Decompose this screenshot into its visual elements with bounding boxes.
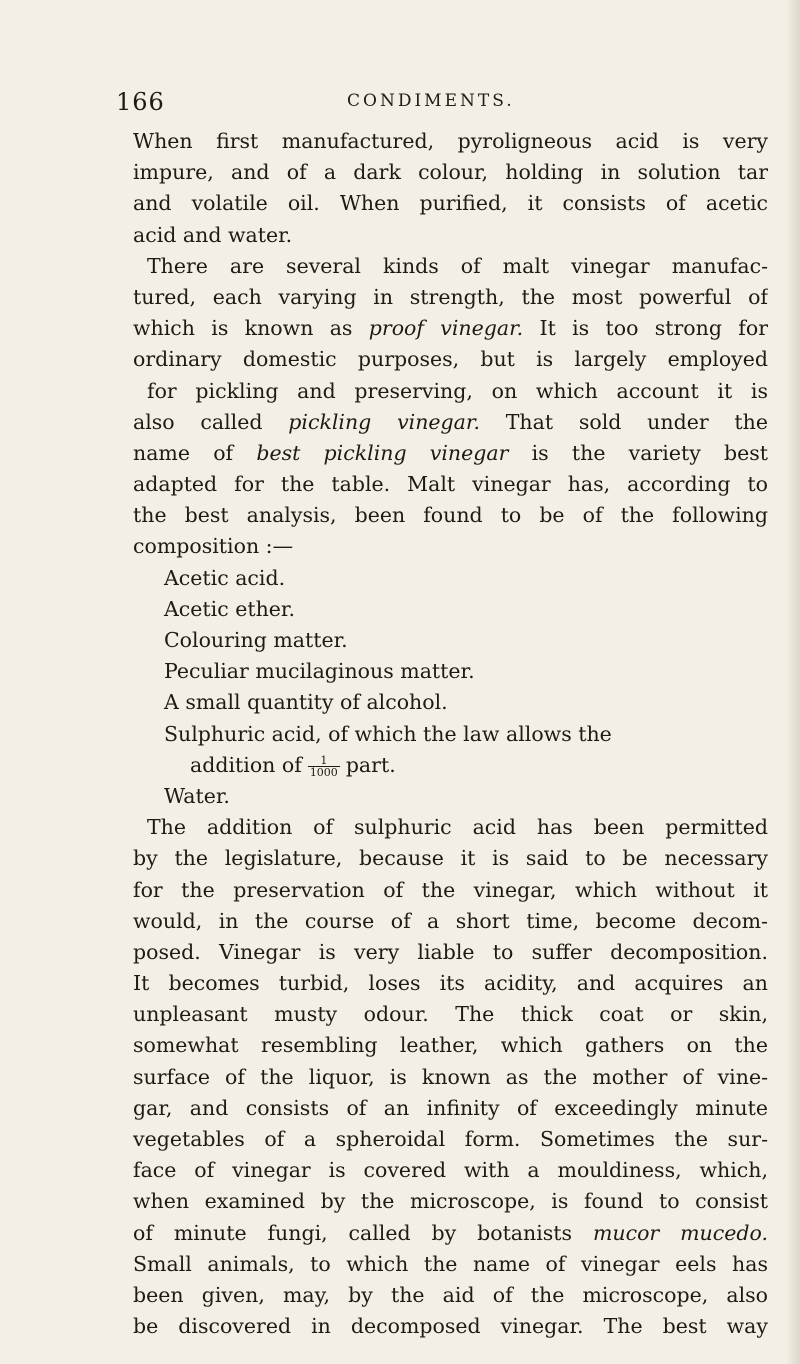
text-line: Small animals, to which the name of vinegar eels has	[133, 1251, 768, 1276]
italic-term: mucor mucedo.	[592, 1220, 768, 1245]
text-span: which is known as	[133, 316, 369, 341]
text-line: It becomes turbid, loses its acidity, and acquires an	[133, 971, 768, 996]
text-line	[133, 438, 768, 469]
text-span: addition of	[190, 752, 302, 777]
text-line: composition :—	[133, 534, 294, 559]
running-head: CONDIMENTS.	[347, 91, 515, 111]
text-span: of minute fungi, called by botanists	[133, 1220, 593, 1245]
text-line: the best analysis, been found to be of the following	[133, 503, 768, 528]
text-line: unpleasant musty odour. The thick coat or skin,	[133, 1002, 768, 1027]
italic-term: proof vinegar.	[368, 316, 524, 341]
text-line: been given, may, by the aid of the microscope, also	[133, 1282, 768, 1307]
text-line: face of vinegar is covered with a mouldiness, which,	[133, 1158, 768, 1183]
composition-item: A small quantity of alcohol.	[164, 690, 448, 715]
body-text	[133, 126, 768, 1342]
text-line: be discovered in decomposed vinegar. The best way	[133, 1314, 768, 1339]
text-line	[133, 1218, 768, 1249]
text-span: name of	[133, 440, 257, 465]
text-line: somewhat resembling leather, which gathers on the	[133, 1033, 768, 1058]
text-line: vegetables of a spheroidal form. Sometimes the sur-	[133, 1127, 768, 1151]
page-edge-shadow	[786, 0, 800, 1364]
text-line: gar, and consists of an infinity of exceedingly minute	[133, 1095, 768, 1120]
page-header	[0, 88, 800, 118]
text-line: and volatile oil. When purified, it consists of acetic	[133, 191, 768, 216]
fraction-numerator: 1	[308, 755, 340, 767]
text-line: ordinary domestic purposes, but is largely employed	[133, 347, 768, 372]
composition-item: Acetic ether.	[164, 596, 295, 621]
text-span: also called	[133, 409, 289, 434]
text-span: That sold under the	[479, 409, 768, 434]
italic-term: best pickling vinegar	[256, 440, 509, 465]
text-line: impure, and of a dark colour, holding in solution tar	[133, 160, 768, 185]
composition-item-continued	[133, 750, 768, 781]
text-line: when examined by the microscope, is found to consist	[133, 1189, 768, 1214]
composition-item: Sulphuric acid, of which the law allows the	[164, 721, 612, 746]
page-number: 166	[116, 88, 165, 116]
text-line: surface of the liquor, is known as the mother of vine-	[133, 1064, 768, 1089]
italic-term: pickling vinegar.	[288, 409, 480, 434]
text-line: posed. Vinegar is very liable to suffer decomposition.	[133, 939, 768, 964]
text-line: by the legislature, because it is said to be necessary	[133, 846, 768, 871]
text-line	[133, 407, 768, 438]
text-line: When first manufactured, pyroligneous acid is very	[133, 129, 768, 153]
text-line: would, in the course of a short time, become decom-	[133, 908, 768, 933]
text-line: There are several kinds of malt vinegar manufac-	[147, 253, 768, 278]
text-span: part.	[345, 752, 396, 777]
text-line: acid and water.	[133, 222, 293, 247]
text-line: tured, each varying in strength, the most powerful of	[133, 284, 768, 309]
composition-item: Acetic acid.	[164, 565, 286, 590]
text-line: The addition of sulphuric acid has been permitted	[147, 815, 768, 840]
fraction	[308, 755, 340, 778]
text-line: for pickling and preserving, on which account it is	[147, 378, 768, 403]
text-span: is the variety best	[508, 440, 768, 465]
composition-item: Water.	[164, 783, 230, 808]
text-span: It is too strong for	[523, 316, 768, 341]
text-line: for the preservation of the vinegar, which without it	[133, 877, 768, 902]
composition-item: Colouring matter.	[164, 628, 348, 652]
composition-item: Peculiar mucilaginous matter.	[164, 659, 475, 684]
text-line	[133, 313, 768, 344]
text-line: adapted for the table. Malt vinegar has, according to	[133, 472, 768, 497]
fraction-denominator: 1000	[309, 765, 338, 779]
